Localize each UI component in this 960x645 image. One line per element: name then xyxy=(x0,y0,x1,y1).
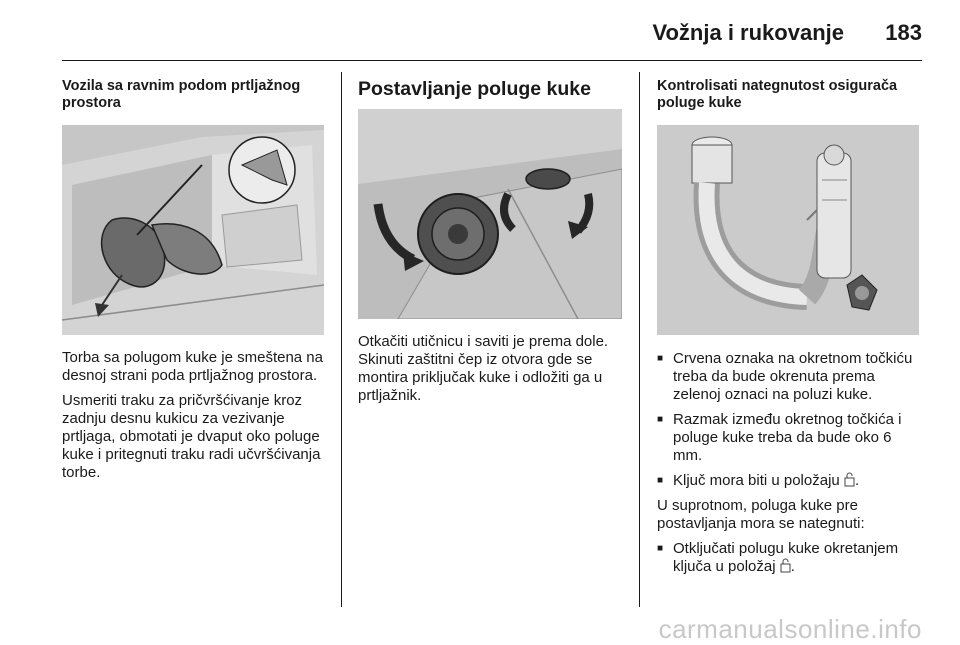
socket-instructions-text: Otkačiti utičnicu i saviti je prema dole. Skinuti zaštitni čep iz otvora gde se montira priključak kuke i odložiti ga u prtljažnik. xyxy=(358,333,609,404)
bullet-gap-text: Razmak između okretnog točkića i poluge kuke treba da bude oko 6 mm. xyxy=(673,411,902,464)
bullet-square-icon: ■ xyxy=(657,353,664,364)
list-item xyxy=(657,411,921,465)
otherwise-text: U suprotnom, poluga kuke pre postavljanja mora se nategnuti: xyxy=(657,497,865,532)
section-title: Vožnja i rukovanje xyxy=(652,20,844,45)
list-item xyxy=(657,350,921,404)
bullet-square-icon: ■ xyxy=(657,543,664,554)
bullet-red-mark-text: Crvena oznaka na okretnom točkiću treba da bude okrenuta prema zelenoj oznaci na poluzi kuke. xyxy=(673,350,913,403)
column-divider-right xyxy=(639,72,640,607)
watermark: carmanualsonline.info xyxy=(658,614,922,644)
strap-instructions-text: Usmeriti traku za pričvršćivanje kroz zadnju desnu kukicu za vezivanje prtljaga, obmotati je dvaput oko poluge kuke i pritegnuti traku radi učvršćivanja torbe. xyxy=(62,392,321,481)
trunk-bag-illustration xyxy=(62,125,324,335)
bullet-key-position-text: Ključ mora biti u položaju xyxy=(673,472,840,489)
bullet-unlock-text: Otključati polugu kuke okretanjem ključa u položaj xyxy=(673,540,899,575)
list-item: ■ Otključati polugu kuke okretanjem ključa u položaj . xyxy=(657,540,899,575)
hitch-bar-illustration xyxy=(657,125,919,335)
column-2 xyxy=(358,78,622,405)
page-header xyxy=(62,18,922,61)
unlocked-key-position-icon xyxy=(780,558,791,573)
column-3 xyxy=(657,78,921,576)
column-divider-left xyxy=(341,72,342,607)
unlocked-key-position-icon xyxy=(844,472,855,487)
flat-floor-subheading: Vozila sa ravnim podom prtljažnog prostora xyxy=(62,78,301,111)
hitch-installation-heading: Postavljanje poluge kuke xyxy=(358,78,591,100)
bag-location-text: Torba sa polugom kuke je smeštena na desnoj strani poda prtljažnog prostora. xyxy=(62,349,323,384)
bullet-square-icon: ■ xyxy=(657,475,664,486)
bullet-square-icon: ■ xyxy=(657,414,664,425)
page-number: 183 xyxy=(885,20,922,45)
tension-check-subheading: Kontrolisati nategnutost osigurača poluge kuke xyxy=(657,78,898,111)
list-item: ■ Ključ mora biti u položaju . xyxy=(657,472,860,489)
socket-illustration xyxy=(358,109,622,319)
column-1 xyxy=(62,78,324,482)
